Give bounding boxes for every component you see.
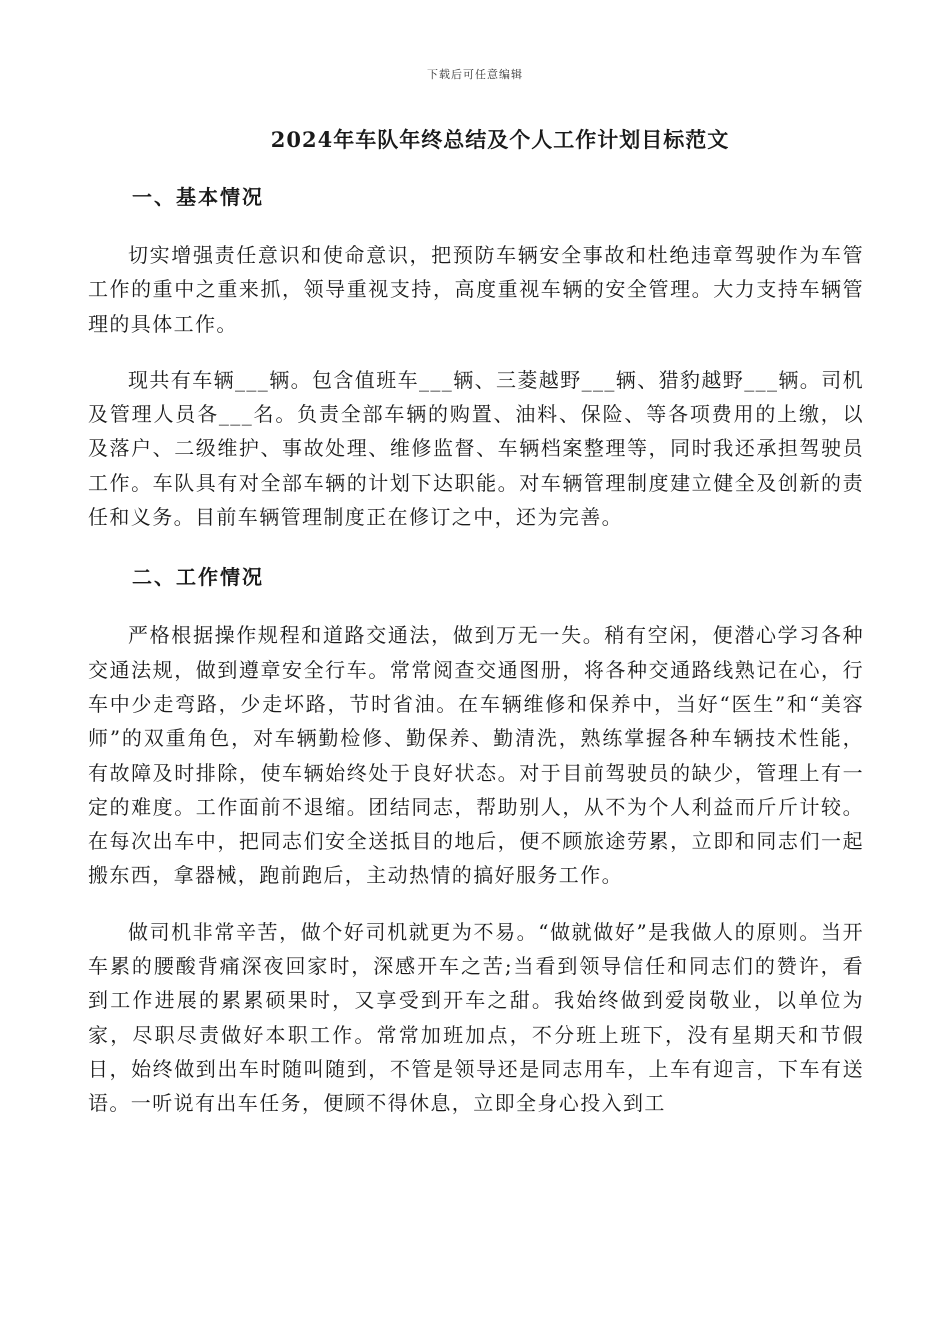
paragraph: 现共有车辆___辆。包含值班车___辆、三菱越野___辆、猎豹越野___辆。司机及管理人员各___名。负责全部车辆的购置、油料、保险、等各项费用的上缴，以及落户、二级维护、事故处理、维修监督、车辆档案整理等，同时我还承担驾驶员工作。车队具有对全部车辆的计划下达职能。对车辆管理制度建立健全及创新的责任和义务。目前车辆管理制度正在修订之中，还为完善。 [88,367,864,530]
document-body [88,180,864,1143]
header-note: 下载后可任意编辑 [427,68,523,81]
paragraph: 严格根据操作规程和道路交通法，做到万无一失。稍有空闲，便潜心学习各种交通法规，做到遵章安全行车。常常阅查交通图册，将各种交通路线熟记在心，行车中少走弯路，少走坏路，节时省油。在车辆维修和保养中，当好“医生”和“美容师”的双重角色，对车辆勤检修、勤保养、勤清洗，熟练掌握各种车辆技术性能，有故障及时排除，使车辆始终处于良好状态。对于目前驾驶员的缺少，管理上有一定的难度。工作面前不退缩。团结同志，帮助别人，从不为个人利益而斤斤计较。在每次出车中，把同志们安全送抵目的地后，便不顾旅途劳累，立即和同志们一起搬东西，拿器械，跑前跑后，主动热情的搞好服务工作。 [88,623,864,888]
paragraph: 做司机非常辛苦，做个好司机就更为不易。“做就做好”是我做人的原则。当开车累的腰酸背痛深夜回家时，深感开车之苦;当看到领导信任和同志们的赞许，看到工作进展的累累硕果时，又享受到开车之甜。我始终做到爱岗敬业，以单位为家，尽职尽责做好本职工作。常常加班加点，不分班上班下，没有星期天和节假日，始终做到出车时随叫随到，不管是领导还是同志用车，上车有迎言，下车有送语。一听说有出车任务，便顾不得休息，立即全身心投入到工 [88,919,864,1116]
section-heading-basic: 一、基本情况 [132,185,264,209]
paragraph: 切实增强责任意识和使命意识，把预防车辆安全事故和杜绝违章驾驶作为车管工作的重中之重来抓，领导重视支持，高度重视车辆的安全管理。大力支持车辆管理的具体工作。 [88,243,864,336]
section-heading-work: 二、工作情况 [132,565,264,590]
document-title: 2024年车队年终总结及个人工作计划目标范文 [270,127,730,152]
